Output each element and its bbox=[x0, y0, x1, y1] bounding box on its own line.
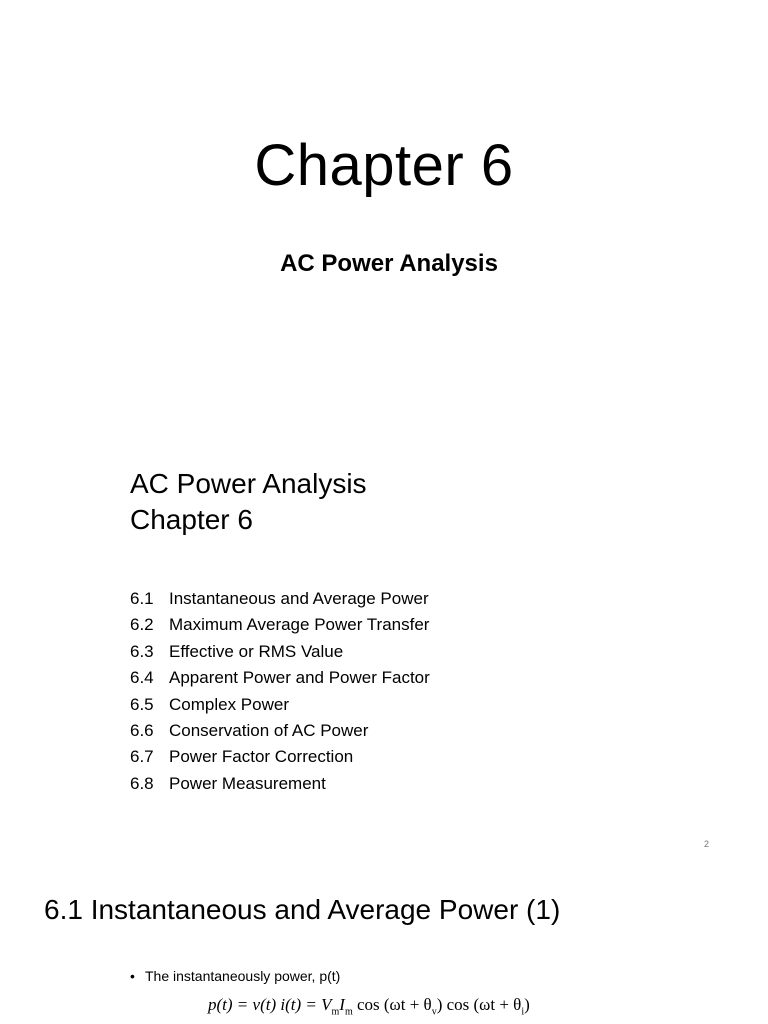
toc-item-number: 6.7 bbox=[130, 747, 154, 767]
equation-sub-m2: m bbox=[344, 1006, 353, 1018]
toc-item-label: Instantaneous and Average Power bbox=[169, 589, 429, 608]
toc-item bbox=[130, 720, 430, 746]
bullet-text: The instantaneously power, p(t) bbox=[145, 968, 341, 984]
bullet-marker: • bbox=[130, 968, 135, 984]
toc-item bbox=[130, 667, 430, 693]
equation-current-symbol: I bbox=[339, 995, 345, 1014]
toc-item-label: Effective or RMS Value bbox=[169, 641, 344, 661]
page-number: 2 bbox=[704, 839, 710, 849]
toc-heading bbox=[130, 466, 367, 538]
toc-item-number: 6.4 bbox=[130, 668, 154, 688]
chapter-title: Chapter 6 bbox=[254, 133, 514, 198]
power-equation bbox=[208, 995, 530, 1017]
bullet-item bbox=[130, 968, 340, 984]
toc-item bbox=[130, 694, 430, 720]
toc-item-label: Conservation of AC Power bbox=[169, 720, 369, 740]
chapter-subtitle: AC Power Analysis bbox=[280, 250, 498, 277]
equation-cos-1: cos (ωt + θ bbox=[352, 995, 432, 1014]
equation-cos-2: ) cos (ωt + θ bbox=[436, 995, 522, 1014]
equation-sub-i: i bbox=[521, 1006, 525, 1018]
toc-item-number: 6.2 bbox=[130, 615, 154, 635]
toc-item bbox=[130, 773, 430, 799]
equation-sub-v: v bbox=[431, 1006, 437, 1018]
toc-item-label: Power Measurement bbox=[169, 773, 326, 793]
equation-end: ) bbox=[524, 995, 530, 1014]
toc-item bbox=[130, 746, 430, 772]
toc-item-number: 6.5 bbox=[130, 694, 154, 714]
toc-item-label: Complex Power bbox=[169, 694, 289, 714]
toc-item-number: 6.6 bbox=[130, 720, 154, 740]
toc-heading-line2: Chapter 6 bbox=[130, 504, 253, 535]
toc-item-label: Apparent Power and Power Factor bbox=[169, 668, 430, 688]
section-heading: 6.1 Instantaneous and Average Power (1) bbox=[44, 894, 561, 925]
equation-lhs: p(t) = v(t) i(t) = V bbox=[208, 995, 332, 1014]
toc-item-number: 6.3 bbox=[130, 641, 154, 661]
table-of-contents bbox=[130, 588, 430, 799]
toc-item bbox=[130, 614, 430, 640]
toc-item-number: 6.1 bbox=[130, 589, 154, 608]
toc-item bbox=[130, 588, 430, 614]
toc-item-number: 6.8 bbox=[130, 773, 154, 793]
equation-sub-m1: m bbox=[331, 1006, 340, 1018]
toc-heading-line1: AC Power Analysis bbox=[130, 468, 367, 499]
toc-item-label: Power Factor Correction bbox=[169, 747, 354, 767]
toc-item-label: Maximum Average Power Transfer bbox=[169, 615, 430, 635]
toc-item bbox=[130, 641, 430, 667]
